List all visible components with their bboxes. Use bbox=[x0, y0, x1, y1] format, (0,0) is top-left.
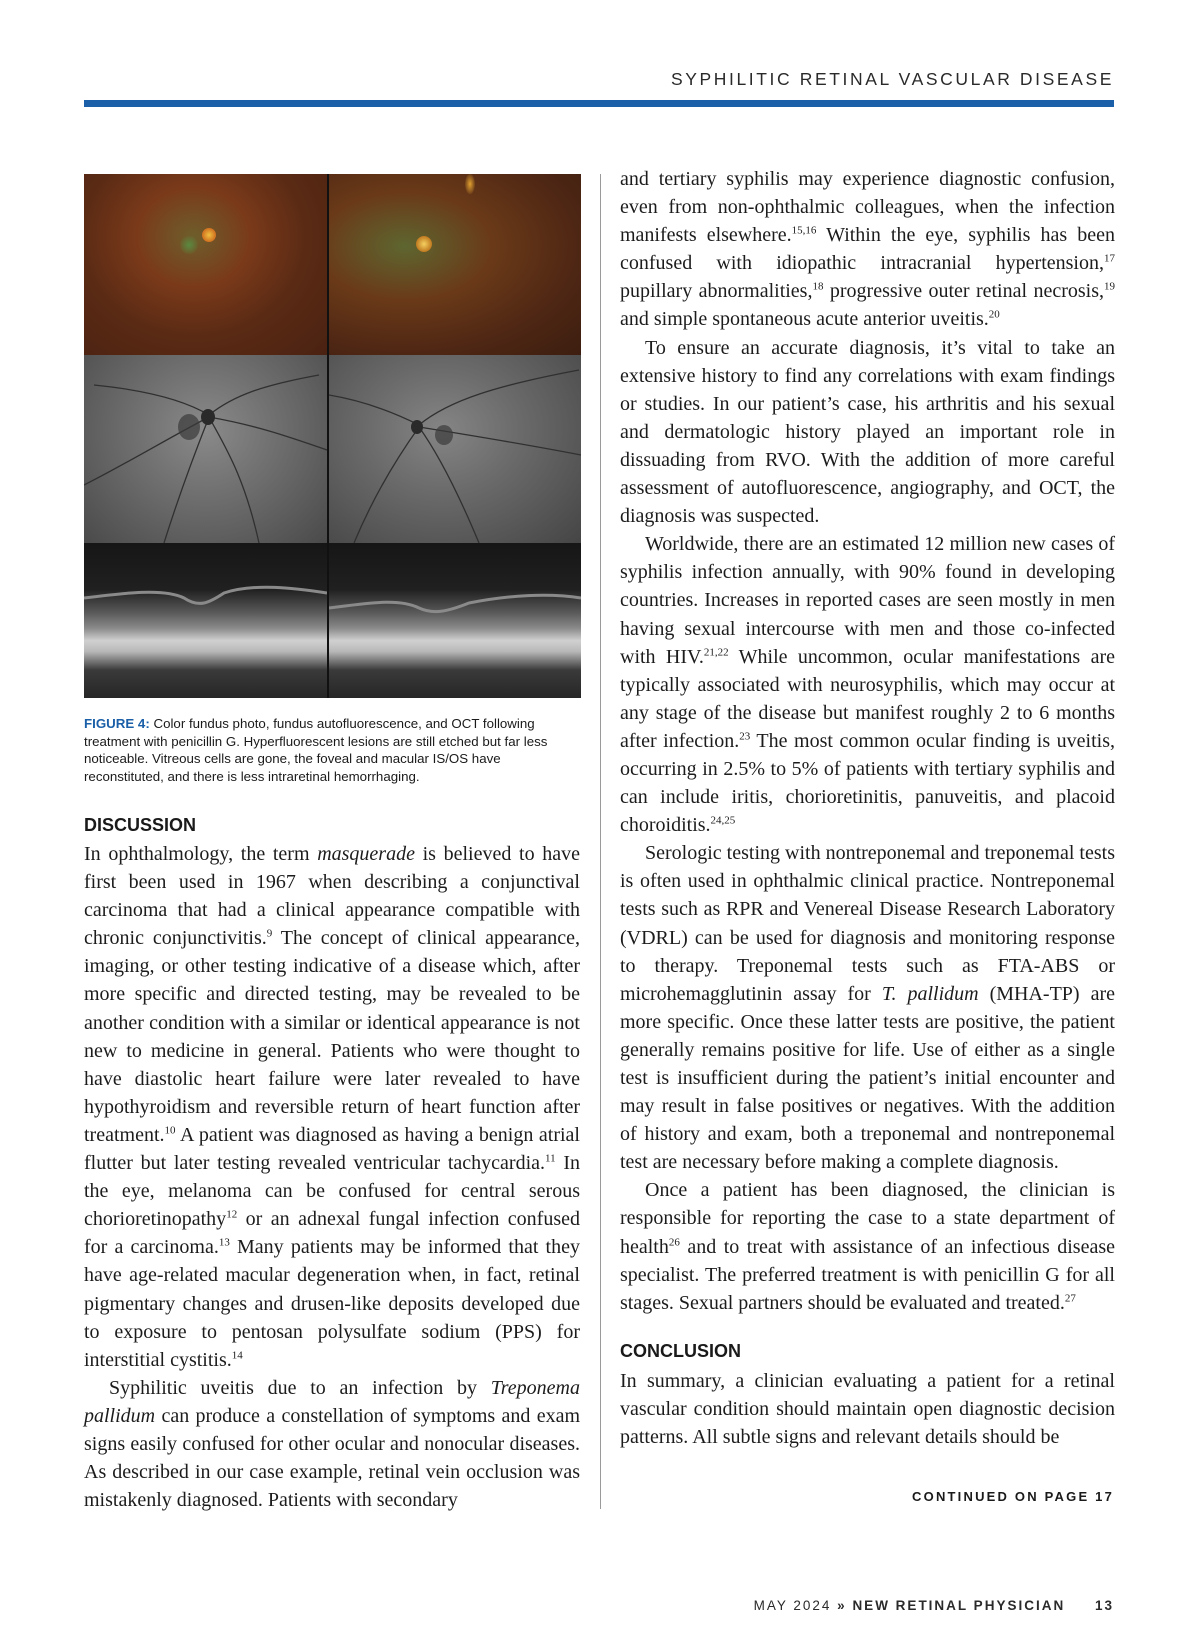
fluorescent-artifact bbox=[465, 174, 475, 194]
magazine-name: NEW RETINAL PHYSICIAN bbox=[852, 1598, 1066, 1613]
italic-term: Treponema pallidum bbox=[84, 1376, 580, 1427]
conclusion-heading: CONCLUSION bbox=[620, 1340, 741, 1361]
text-run: Within the eye, syphilis has been confused with idiopathic intracranial hypertension, bbox=[620, 224, 1115, 275]
text-run: The most common ocular finding is uveitis, occurring in 2.5% to 5% of patients with tertiary syphilis and can include iritis, chorioretinitis, panuveitis, and placoid choroiditis. bbox=[620, 729, 1115, 837]
citation: 12 bbox=[226, 1208, 238, 1221]
citation: 17 bbox=[1104, 252, 1115, 265]
page-footer bbox=[754, 1598, 1114, 1613]
footer-separator: » bbox=[837, 1598, 847, 1613]
discussion-paragraph-1 bbox=[84, 840, 580, 1374]
text-run: can produce a constellation of symptoms and exam signs easily confused for other ocular and nonocular diseases. As described in our case example, retinal vein occlusion was mistakenly diagnosed. Patients with secondary bbox=[84, 1404, 580, 1512]
figure-caption-text: Color fundus photo, fundus autofluorescence, and OCT following treatment with penicillin G. Hyperfluorescent lesions are still etched but far less noticeable. Vitreous cells are gone, the foveal and macular IS/OS have reconstituted, and there is less intraretinal hemorrhaging. bbox=[84, 716, 548, 784]
text-run: In the eye, melanoma can be confused for central serous chorioretinopathy bbox=[84, 1152, 580, 1231]
figure-4 bbox=[84, 174, 581, 698]
citation: 13 bbox=[218, 1236, 230, 1249]
fundus-photo-right bbox=[329, 174, 581, 355]
citation: 10 bbox=[164, 1124, 176, 1137]
text-run: and to treat with assistance of an infectious disease specialist. The preferred treatment is with penicillin G for all stages. Sexual partners should be evaluated and treated. bbox=[620, 1235, 1115, 1314]
optic-disc bbox=[416, 236, 432, 252]
discussion-heading: DISCUSSION bbox=[84, 815, 197, 835]
oct-scan-right bbox=[329, 543, 581, 698]
autofluorescence-right bbox=[329, 355, 581, 543]
citation: 23 bbox=[739, 730, 751, 743]
figure-caption bbox=[84, 715, 584, 785]
fundus-photo-left bbox=[84, 174, 327, 355]
running-head: SYPHILITIC RETINAL VASCULAR DISEASE bbox=[670, 69, 1114, 89]
text-run: Worldwide, there are an estimated 12 million new cases of syphilis infection annually, with 90% found in developing countries. Increases in reported cases are seen mostly in men having sexual intercourse with men and those co-infected with HIV. bbox=[620, 533, 1115, 668]
column-divider bbox=[600, 174, 601, 1509]
page-number: 13 bbox=[1094, 1598, 1114, 1613]
column-left bbox=[84, 840, 580, 1514]
discussion-paragraph-2-continued bbox=[620, 165, 1115, 334]
text-run: Many patients may be informed that they have age-related macular degeneration when, in fact, retinal pigmentary changes and drusen-like deposits developed due to exposure to pentosan polysulfate sodium (PPS) for interstitial cystitis. bbox=[84, 1236, 580, 1371]
column-right bbox=[620, 165, 1115, 1451]
text-run: Serologic testing with nontreponemal and treponemal tests is often used in ophthalmic clinical practice. Nontreponemal tests such as RPR and Venereal Disease Research Laboratory (VDRL) can be used for diagnosis and monitoring response to therapy. Treponemal tests such as FTA-ABS or microhemagglutinin assay for bbox=[620, 842, 1115, 1005]
figure-label: FIGURE 4: bbox=[84, 716, 150, 731]
text-run: or an adnexal fungal infection confused for a carcinoma. bbox=[84, 1208, 580, 1259]
text-run: and simple spontaneous acute anterior uveitis. bbox=[620, 308, 989, 331]
text-run: is believed to have first been used in 1967 when describing a conjunctival carcinoma that had a clinical appearance compatible with chronic conjunctivitis. bbox=[84, 843, 580, 950]
citation: 19 bbox=[1103, 280, 1115, 293]
text-run: pupillary abnormalities, bbox=[620, 280, 813, 303]
text-run: progressive outer retinal necrosis, bbox=[823, 280, 1104, 303]
text-run: While uncommon, ocular manifestations are typically associated with neurosyphilis, which may occur at any stage of the disease but manifest roughly 2 to 6 months after infection. bbox=[620, 645, 1115, 752]
text-run: Syphilitic uveitis due to an infection by bbox=[109, 1376, 491, 1399]
text-run: A patient was diagnosed as having a benign atrial flutter but later testing revealed ventricular tachycardia. bbox=[84, 1123, 580, 1175]
header-rule bbox=[84, 100, 1114, 107]
citation: 9 bbox=[266, 927, 273, 940]
text-run: Once a patient has been diagnosed, the clinician is responsible for reporting the case to a state department of health bbox=[620, 1179, 1115, 1258]
discussion-paragraph-5 bbox=[620, 839, 1115, 1176]
text-run: and tertiary syphilis may experience diagnostic confusion, even from non-ophthalmic colleagues, when the infection manifests elsewhere. bbox=[620, 168, 1115, 247]
citation: 15,16 bbox=[791, 224, 817, 237]
discussion-paragraph-6 bbox=[620, 1176, 1115, 1316]
citation: 18 bbox=[812, 280, 824, 293]
continued-notice: CONTINUED ON PAGE 17 bbox=[912, 1489, 1114, 1504]
citation: 24,25 bbox=[710, 814, 736, 827]
text-run: The concept of clinical appearance, imaging, or other testing indicative of a disease which, after more specific and directed testing, may be revealed to be another condition with a similar or identical appearance is not new to medicine in general. Patients who were thought to have diastolic heart failure were later revealed to have hypothyroidism and reversible return of heart function after treatment. bbox=[84, 927, 580, 1146]
conclusion-paragraph: In summary, a clinician evaluating a patient for a retinal vascular condition should maintain open diagnostic decision patterns. All subtle signs and relevant details should be bbox=[620, 1369, 1115, 1449]
issue-date: MAY 2024 bbox=[753, 1598, 832, 1613]
figure-panel-divider bbox=[327, 174, 329, 698]
optic-disc bbox=[202, 228, 216, 242]
italic-term: T. pallidum bbox=[881, 982, 979, 1005]
citation: 11 bbox=[545, 1152, 556, 1165]
citation: 21,22 bbox=[703, 645, 729, 658]
oct-scan-left bbox=[84, 543, 327, 698]
discussion-paragraph-3: To ensure an accurate diagnosis, it’s vital to take an extensive history to find any correlations with exam findings or studies. In our patient’s case, his arthritis and his sexual and dermatologic history played an important role in dissuading from RVO. With the addition of more careful assessment of autofluorescence, angiography, and OCT, the diagnosis was suspected. bbox=[620, 336, 1115, 528]
text-run: In ophthalmology, the term bbox=[84, 843, 318, 865]
citation: 14 bbox=[231, 1349, 243, 1362]
citation: 27 bbox=[1064, 1292, 1076, 1305]
autofluorescence-left bbox=[84, 355, 327, 543]
discussion-paragraph-2 bbox=[84, 1374, 580, 1514]
text-run: (MHA-TP) are more specific. Once these latter tests are positive, the patient generally remains positive for life. Use of either as a single test is insufficient during the patient’s initial encounter and may result in false positives or negatives. With the addition of history and exam, both a treponemal and nontreponemal test are necessary before making a complete diagnosis. bbox=[620, 982, 1115, 1174]
citation: 26 bbox=[668, 1235, 680, 1248]
discussion-paragraph-4 bbox=[620, 530, 1115, 839]
italic-term: masquerade bbox=[317, 843, 415, 865]
citation: 20 bbox=[988, 308, 1000, 321]
macula bbox=[180, 236, 198, 254]
